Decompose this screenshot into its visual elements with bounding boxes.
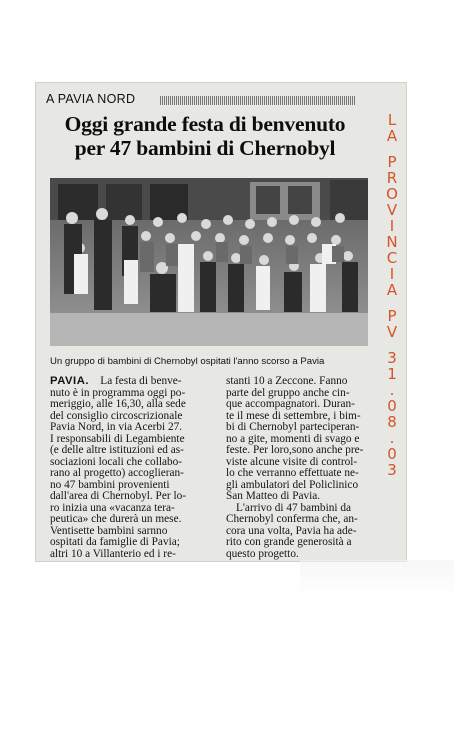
article-line: rano al progetto) accoglieran-: [50, 467, 184, 479]
handwritten-glyph: .: [389, 381, 395, 399]
handwritten-glyph: R: [386, 169, 398, 187]
handwritten-glyph: 0: [387, 445, 397, 463]
article-line: I responsabili di Legambiente: [50, 432, 185, 445]
headline: [40, 112, 370, 160]
article-line: bi di Chernobyl parteciperan-: [226, 421, 360, 433]
handwritten-glyph: I: [389, 265, 395, 283]
article-line: viste alcune visite di control-: [226, 455, 358, 468]
article-line: peutica» che durerà un mese.: [50, 513, 182, 525]
handwritten-glyph: 3: [387, 349, 397, 367]
handwritten-glyph: A: [386, 127, 398, 145]
handwritten-glyph: L: [387, 111, 397, 129]
article-line: (e delle altre istituzioni ed as-: [50, 444, 184, 456]
handwritten-glyph: O: [386, 185, 398, 203]
article-line: Pavia Nord, in via Acerbi 27.: [50, 421, 183, 433]
handwritten-glyph: A: [386, 281, 398, 299]
article-line: stanti 10 a Zeccone. Fanno: [226, 375, 348, 387]
article-line: cora una volta, Pavia ha ade-: [226, 524, 357, 537]
article-line: nuto è in programma oggi po-: [50, 386, 186, 399]
article-line: L'arrivo di 47 bambini da: [236, 501, 351, 514]
article-line: que accompagnatori. Duran-: [226, 398, 355, 410]
article-line: no 47 bambini provenienti: [50, 478, 170, 491]
handwritten-glyph: V: [386, 323, 398, 341]
article-line: ro inizia una «vacanza tera-: [50, 501, 175, 514]
article-line: meriggio, alle 16,30, alla sede: [50, 398, 186, 410]
handwritten-glyph: C: [386, 249, 398, 267]
handwritten-glyph: P: [387, 307, 397, 325]
article-line: Chernobyl conferma che, an-: [226, 513, 358, 525]
article-line: lo che verranno effettuate ne-: [226, 467, 359, 479]
section-rule: [160, 96, 356, 105]
lead-word: PAVIA.: [50, 375, 89, 387]
handwritten-annotation: [372, 112, 412, 512]
handwritten-glyph: 0: [387, 397, 397, 415]
article-line: parte del gruppo anche cin-: [226, 386, 350, 399]
article-line: PAVIA. La festa di benve-: [50, 375, 182, 387]
article-line: San Matteo di Pavia.: [226, 490, 321, 502]
headline-line-2: per 47 bambini di Chernobyl: [74, 136, 336, 160]
article-column-2: [226, 376, 376, 560]
article-line: dall'area di Chernobyl. Per lo-: [50, 490, 186, 502]
handwritten-glyph: 3: [387, 461, 397, 479]
handwritten-glyph: N: [386, 233, 398, 251]
article-line: gli ambulatori del Policlinico: [226, 478, 359, 491]
article-line: sociazioni locali che collabo-: [50, 455, 183, 468]
article-column-1: [50, 376, 210, 560]
article-line: ospitati da famiglie di Pavia;: [50, 536, 180, 548]
photo-caption: Un gruppo di bambini di Chernobyl ospitati l'anno scorso a Pavia: [50, 356, 325, 367]
article-line: del consiglio circoscrizionale: [50, 409, 183, 422]
group-photo: [50, 178, 368, 346]
handwritten-glyph: P: [387, 153, 397, 171]
article-line: rito con grande generosità a: [226, 536, 352, 548]
article-line: feste. Per loro,sono anche pre-: [226, 444, 364, 456]
handwritten-glyph: V: [386, 201, 398, 219]
article-line: Ventisette bambini sarnno: [50, 524, 168, 537]
section-label: A PAVIA NORD: [46, 92, 136, 106]
article-line: questo progetto.: [226, 547, 299, 560]
article-line: te il mese di settembre, i bim-: [226, 409, 361, 422]
article-line: no a gite, momenti di svago e: [226, 432, 360, 445]
handwritten-glyph: 1: [387, 365, 397, 383]
headline-line-1: Oggi grande festa di benvenuto: [64, 112, 346, 136]
handwritten-glyph: I: [389, 217, 395, 235]
handwritten-glyph: .: [389, 429, 395, 447]
handwritten-glyph: 8: [387, 413, 397, 431]
article-line: altri 10 a Villanterio ed i re-: [50, 547, 176, 560]
scan-shadow: [300, 560, 454, 600]
group-photo-illustration: [50, 178, 368, 346]
